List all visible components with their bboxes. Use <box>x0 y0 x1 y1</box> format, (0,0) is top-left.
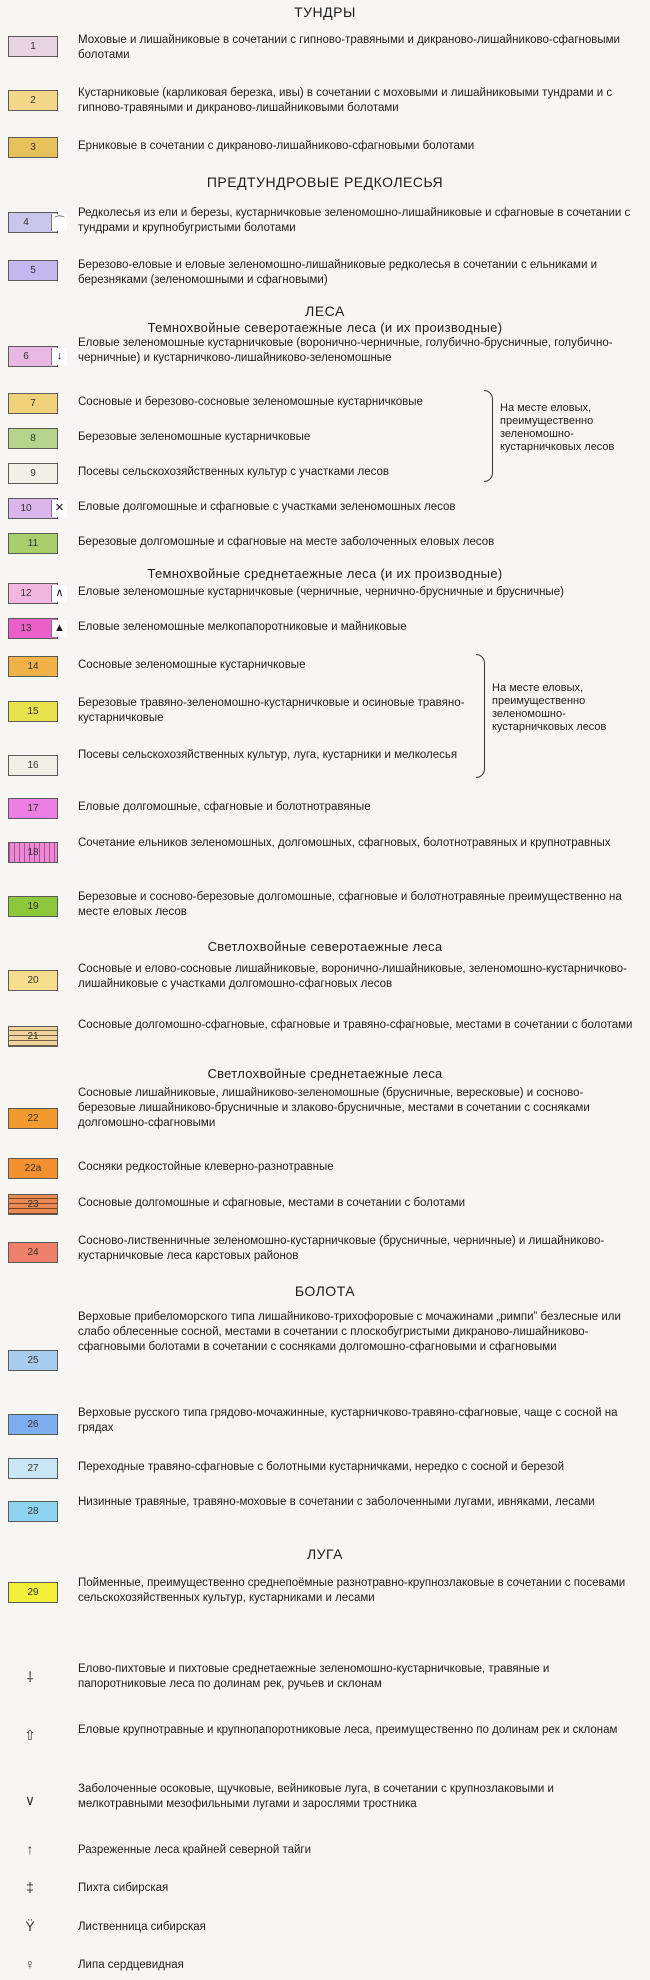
swatch-26: 26 <box>8 1414 58 1435</box>
swatch-2: 2 <box>8 90 58 111</box>
symbol-text-3: Заболоченные осоковые, щучковые, вейниковые луга, в сочетании с крупнозлаковыми и мелкотравными мезофильными лугами и зарослями тростника <box>78 1783 554 1810</box>
triangle-icon: ▲ <box>51 620 67 637</box>
swatch-23: 23 <box>8 1194 58 1215</box>
swatch-22: 22 <box>8 1108 58 1129</box>
brace-note-2: На месте еловых, преимущественно зеленомошно-кустарничковых лесов <box>492 682 607 733</box>
fir-icon: ‡ <box>26 1879 34 1895</box>
legend-text-21: Сосновые долгомошно-сфагновые, сфагновые и травяно-сфагновые, местами в сочетании с болотами <box>78 1019 633 1031</box>
swatch-24: 24 <box>8 1242 58 1263</box>
legend-text-19: Березовые и сосново-березовые долгомошные, сфагновые и болотнотравяные преимущественно на месте еловых лесов <box>78 891 622 918</box>
cross-icon: ✕ <box>51 500 67 517</box>
legend-text-14: Сосновые зеленомошные кустарничковые <box>78 659 306 671</box>
legend-text-8: Березовые зеленомошные кустарничковые <box>78 431 311 443</box>
fir-tree-icon: ⸸ <box>26 1669 34 1685</box>
v-icon: ∨ <box>24 1792 36 1808</box>
brace-2 <box>476 654 485 778</box>
arrow-up-icon: ⇧ <box>24 1727 36 1743</box>
swatch-3: 3 <box>8 137 58 158</box>
legend-text-28: Низинные травяные, травяно-моховые в сочетании с заболоченными лугами, ивняками, лесами <box>78 1496 595 1508</box>
heading-dark-north: Темнохвойные северотаежные леса (и их производные) <box>147 320 503 335</box>
swatch-19: 19 <box>8 896 58 917</box>
swatch-15: 15 <box>8 701 58 722</box>
legend-text-11: Березовые долгомошные и сфагновые на месте заболоченных еловых лесов <box>78 536 495 548</box>
swatch-29: 29 <box>8 1582 58 1603</box>
swatch-28: 28 <box>8 1501 58 1522</box>
legend-text-17: Еловые долгомошные, сфагновые и болотнотравяные <box>78 801 371 813</box>
swatch-13: 13 ▲ <box>8 618 58 639</box>
legend-text-12: Еловые зеленомошные кустарничковые (черничные, чернично-брусничные и брусничные) <box>78 586 564 598</box>
symbol-text-5: Пихта сибирская <box>78 1882 169 1894</box>
heading-dark-middle: Темнохвойные среднетаежные леса (и их производные) <box>147 566 503 581</box>
swatch-11: 11 <box>8 533 58 554</box>
symbol-text-1: Елово-пихтовые и пихтовые среднетаежные зеленомошно-кустарничковые, травяные и папоротниковые леса по долинам рек, ручьев и склонам <box>78 1663 550 1690</box>
legend-text-24: Сосново-лиственничные зеленомошно-кустарничковые (брусничные, черничные) и лишайниково-кустарничковые леса карстовых районов <box>78 1235 605 1262</box>
legend-text-3: Ерниковые в сочетании с дикраново-лишайниково-сфагновыми болотами <box>78 140 475 152</box>
symbol-text-7: Липа сердцевидная <box>78 1959 184 1971</box>
heading-forests: ЛЕСА <box>305 303 345 319</box>
brace-note-1: На месте еловых, преимущественно зеленомошно-кустарничковых лесов <box>500 402 615 453</box>
brace-1 <box>484 390 493 482</box>
legend-text-15: Березовые травяно-зеленомошно-кустарничковые и осиновые травяно-кустарничковые <box>78 697 465 724</box>
legend-text-22a: Сосняки редкостойные клеверно-разнотравные <box>78 1161 334 1173</box>
arrow-down-icon: ↓ <box>51 348 67 365</box>
legend-text-7: Сосновые и березово-сосновые зеленомошные кустарничковые <box>78 396 423 408</box>
heading-light-north: Светлохвойные северотаежные леса <box>207 939 443 954</box>
swatch-17: 17 <box>8 798 58 819</box>
swatch-25: 25 <box>8 1350 58 1371</box>
swatch-4: 4 ⌒ <box>8 212 58 233</box>
legend-text-27: Переходные травяно-сфагновые с болотными кустарничками, нередко с сосной и березой <box>78 1461 564 1473</box>
swatch-10: 10 ✕ <box>8 498 58 519</box>
swatch-21: 21 <box>8 1026 58 1047</box>
linden-icon: ♀ <box>24 1956 36 1972</box>
legend-text-6: Еловые зеленомошные кустарничковые (воронично-черничные, голубично-брусничные, голубично-черничные) и кустарничково-лишайниково-зеленомошные <box>78 337 613 364</box>
swatch-6: 6 ↓ <box>8 346 58 367</box>
heading-tundra: ТУНДРЫ <box>294 4 356 20</box>
legend-text-16: Посевы сельскохозяйственных культур, луга, кустарники и мелколесья <box>78 749 458 761</box>
legend-text-25: Верховые прибеломорского типа лишайниково-трихофоровые с мочажинами „римпи” безлесные или слабо облесенные сосной, местами в сочетании с плоскобугристыми дикраново-лишайниково-сфагновыми болотами в сочетании с сосняками долгомошно-сфагновыми и сфагновыми <box>78 1311 621 1353</box>
swatch-22a: 22а <box>8 1158 58 1179</box>
swatch-5: 5 <box>8 260 58 281</box>
legend-text-9: Посевы сельскохозяйственных культур с участками лесов <box>78 466 389 478</box>
legend-text-10: Еловые долгомошные и сфагновые с участками зеленомошных лесов <box>78 501 456 513</box>
legend-text-29: Пойменные, преимущественно среднепоёмные разнотравно-крупнозлаковые в сочетании с посевами сельскохозяйственных культур, кустарниками и лесами <box>78 1577 626 1604</box>
legend-text-1: Моховые и лишайниковые в сочетании с гипново-травяными и дикраново-лишайниково-сфагновыми болотами <box>78 34 620 61</box>
legend-text-23: Сосновые долгомошные и сфагновые, местами в сочетании с болотами <box>78 1197 466 1209</box>
heading-meadows: ЛУГА <box>306 1546 344 1562</box>
swatch-1: 1 <box>8 36 58 57</box>
symbol-text-4: Разреженные леса крайней северной тайги <box>78 1844 312 1856</box>
legend-text-2: Кустарниковые (карликовая березка, ивы) в сочетании с моховыми и лишайниковыми тундрами и с гипново-травяными и дикраново-лишайниковыми болотами <box>78 87 613 114</box>
swatch-14: 14 <box>8 656 58 677</box>
arc-icon: ⌒ <box>51 214 67 231</box>
swatch-9: 9 <box>8 463 58 484</box>
legend-text-22: Сосновые лишайниковые, лишайниково-зеленомошные (брусничные, вересковые) и сосново-березовые лишайниково-брусничные и злаково-брусничные, местами в сочетании с сосняками долгомошно-сфагновыми <box>78 1087 590 1129</box>
arrow-icon: ↑ <box>26 1841 34 1857</box>
symbol-text-2: Еловые крупнотравные и крупнопапоротниковые леса, преимущественно по долинам рек и склонам <box>78 1724 618 1736</box>
caret-icon: ∧ <box>51 585 67 602</box>
symbol-text-6: Лиственница сибирская <box>78 1921 206 1933</box>
swatch-8: 8 <box>8 428 58 449</box>
swatch-7: 7 <box>8 393 58 414</box>
larch-icon: Ϋ <box>25 1918 35 1934</box>
legend-text-26: Верховые русского типа грядово-мочажинные, кустарничково-травяно-сфагновые, чаще с сосной на грядах <box>78 1407 618 1434</box>
swatch-18: 18 <box>8 842 58 863</box>
legend-text-4: Редколесья из ели и березы, кустарничковые зеленомошно-лишайниковые и сфагновые в сочетании с тундрами и крупнобугристыми болотами <box>78 207 631 234</box>
swatch-12: 12 ∧ <box>8 583 58 604</box>
legend-text-20: Сосновые и елово-сосновые лишайниковые, воронично-лишайниковые, зеленомошно-кустарничково-лишайниковые с участками долгомошно-сфагновых лесов <box>78 963 627 990</box>
legend-text-18: Сочетание ельников зеленомошных, долгомошных, сфагновых, болотнотравяных и крупнотравных <box>78 837 611 849</box>
swatch-27: 27 <box>8 1458 58 1479</box>
legend-text-5: Березово-еловые и еловые зеленомошно-лишайниковые редколесья в сочетании с ельниками и березняками (зеленомошными и сфагновыми) <box>78 259 598 286</box>
heading-bogs: БОЛОТА <box>294 1283 356 1299</box>
swatch-20: 20 <box>8 970 58 991</box>
heading-pretundra: ПРЕДТУНДРОВЫЕ РЕДКОЛЕСЬЯ <box>206 174 444 190</box>
swatch-16: 16 <box>8 755 58 776</box>
heading-light-middle: Светлохвойные среднетаежные леса <box>207 1066 443 1081</box>
legend-text-13: Еловые зеленомошные мелкопапоротниковые и майниковые <box>78 621 407 633</box>
